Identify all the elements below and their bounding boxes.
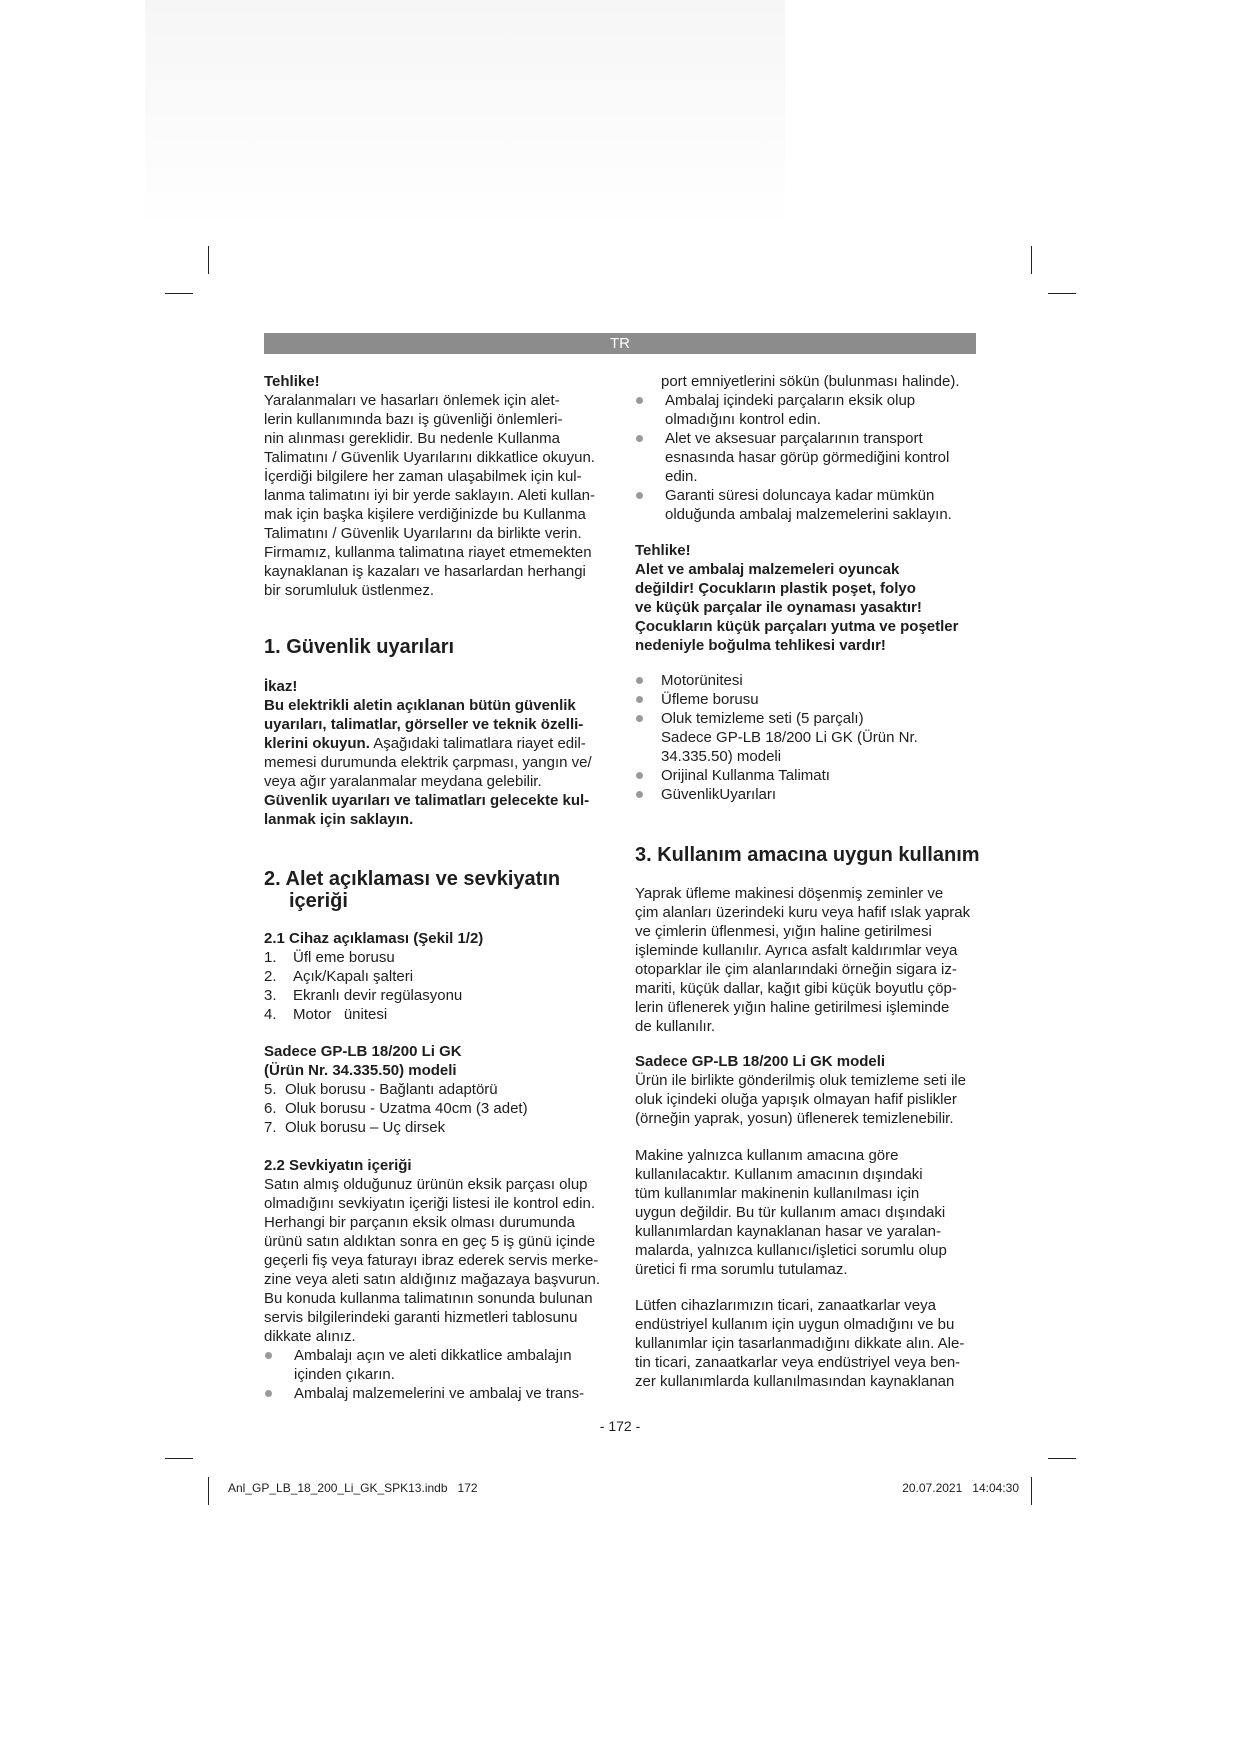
bullet-item (635, 671, 980, 690)
text-line: uyarıları, talimatlar, görseller ve teknik özelli- (264, 716, 584, 733)
text-line: lerin üflenerek yığın haline getirilmesi işleminde (635, 999, 950, 1016)
crop-mark-top-left-vertical (208, 246, 209, 274)
safety-intro (264, 372, 609, 600)
text-line: memesi durumunda elektrik çarpması, yangın ve/ (264, 754, 592, 771)
list-item (264, 948, 609, 967)
subsection-heading: 2.1 Cihaz açıklaması (Şekil 1/2) (264, 930, 484, 947)
model-specific-parts (264, 1042, 609, 1137)
crop-mark-bottom-left-horizontal (165, 1458, 193, 1459)
text-line: üretici fi rma sorumlu tutulamaz. (635, 1261, 848, 1278)
text-line: lanma talimatını iyi bir yerde saklayın. Aleti kullan- (264, 487, 595, 504)
bold-text: klerini okuyun. (264, 735, 370, 752)
delivery-contents (264, 1156, 609, 1403)
text-line: lerin kullanımında bazı iş güvenliği önlemleri- (264, 411, 563, 428)
file-name: Anl_GP_LB_18_200_Li_GK_SPK13.indb (228, 1481, 448, 1495)
text-line: olmadığını kontrol edin. (665, 411, 821, 428)
text-line: uygun değildir. Bu tür kullanım amacı dışındaki (635, 1204, 946, 1221)
crop-mark-top-right-vertical (1031, 246, 1032, 274)
page-number: - 172 - (599, 1418, 641, 1434)
text-line: de kullanılır. (635, 1018, 716, 1035)
text-line: geçerli fiş veya faturayı ibraz ederek servis merke- (264, 1252, 599, 1269)
section-2-heading (264, 868, 609, 912)
item-number: 2. (264, 968, 277, 985)
text-line: Talimatını / Güvenlik Uyarılarını dikkatlice okuyun. (264, 449, 595, 466)
device-description (264, 929, 609, 1024)
item-number: 6. (264, 1100, 277, 1117)
text-line: lanmak için saklayın. (264, 811, 414, 828)
bullet-item (635, 429, 980, 486)
text-line: Lütfen cihazlarımızın ticari, zanaatkarlar veya (635, 1297, 936, 1314)
text-line: Sadece GP-LB 18/200 Li GK (Ürün Nr. (661, 729, 918, 746)
caution-label: İkaz! (264, 678, 298, 695)
text-line: Oluk temizleme seti (5 parçalı) (661, 710, 864, 727)
text-line: kullanılacaktır. Kullanım amacının dışındaki (635, 1166, 923, 1183)
text-line: ürünü satın aldıktan sonra en geç 5 iş günü içinde (264, 1233, 596, 1250)
model-use-paragraph (635, 1052, 980, 1128)
text-line: esnasında hasar görüp görmediğini kontrol (665, 449, 950, 466)
print-time: 14:04:30 (972, 1481, 1019, 1495)
bullet-item (635, 766, 980, 785)
text-line: Alet ve aksesuar parçalarının transport (665, 430, 923, 447)
item-text: Oluk borusu - Uzatma 40cm (3 adet) (285, 1100, 528, 1117)
text-line: malarda, yalnızca kullanıcı/işletici sorumlu olup (635, 1242, 947, 1259)
file-page: 172 (457, 1481, 478, 1495)
intended-use-paragraph (635, 884, 980, 1036)
text-line: Makine yalnızca kullanım amacına göre (635, 1147, 899, 1164)
text-line: Yaprak üfleme makinesi döşenmiş zeminler ve (635, 885, 944, 902)
text-line: mariti, küçük dallar, kağıt gibi küçük boyutlu çöp- (635, 980, 957, 997)
heading-text: 1. Güvenlik uyarıları (264, 636, 455, 658)
list-item (264, 1099, 609, 1118)
print-date: 20.07.2021 (902, 1481, 963, 1495)
heading-text: içeriği (289, 890, 348, 912)
bullet-item (635, 690, 980, 709)
text-line: 34.335.50) modeli (661, 748, 782, 765)
bullet-item (264, 1346, 609, 1384)
text-line: Çocukların küçük parçaları yutma ve poşetler (635, 618, 959, 635)
text-line: Bu elektrikli aletin açıklanan bütün güvenlik (264, 697, 576, 714)
commercial-use-paragraph (635, 1296, 980, 1391)
item-text: Oluk borusu – Uç dirsek (285, 1119, 446, 1136)
text-line: Ambalajı açın ve aleti dikkatlice ambalajın (294, 1347, 572, 1364)
text-line: Yaralanmaları ve hasarları önlemek için alet- (264, 392, 560, 409)
bullet-item (635, 785, 980, 804)
text-line: içinden çıkarın. (294, 1366, 395, 1383)
section-3-heading (635, 844, 980, 866)
packaging-danger-warning (635, 541, 980, 655)
list-item (264, 986, 609, 1005)
text-line: endüstriyel kullanım için uygun olmadığını ve bu (635, 1316, 955, 1333)
text-line: kullanımlar için tasarlanmadığını dikkate alın. Ale- (635, 1335, 965, 1352)
item-number: 7. (264, 1119, 277, 1136)
model-heading: Sadece GP-LB 18/200 Li GK modeli (635, 1053, 886, 1070)
model-heading: (Ürün Nr. 34.335.50) modeli (264, 1062, 457, 1079)
text-line: port emniyetlerini sökün (bulunması halinde). (661, 373, 960, 390)
misuse-paragraph (635, 1146, 980, 1279)
text-line: edin. (665, 468, 698, 485)
text-line: tüm kullanımlar makinenin kullanılması için (635, 1185, 920, 1202)
text-line: işleminde kullanılır. Ayrıca asfalt kaldırımlar veya (635, 942, 958, 959)
list-item (264, 1080, 609, 1099)
text-line: çim alanları üzerindeki kuru veya hafif ıslak yaprak (635, 904, 971, 921)
text-line: Talimatını / Güvenlik Uyarılarını da birlikte verin. (264, 525, 582, 542)
danger-label: Tehlike! (264, 373, 320, 390)
text-line: değildir! Çocukların plastik poşet, folyo (635, 580, 916, 597)
heading-text: 2. Alet açıklaması ve sevkiyatın (264, 868, 561, 890)
text-line: ve çimlerin üflenmesi, yığın haline getirilmesi (635, 923, 932, 940)
language-code: TR (610, 335, 630, 352)
text-line: tin ticari, zanaatkarlar veya endüstriyel veya ben- (635, 1354, 961, 1371)
text-line: olmadığını sevkiyatın içeriği listesi ile kontrol edin. (264, 1195, 595, 1212)
text-line: Bu konuda kullanma talimatının sonunda bulunan (264, 1290, 593, 1307)
language-header-bar (264, 333, 976, 354)
delivery-items-list (635, 671, 980, 804)
item-number: 5. (264, 1081, 277, 1098)
text-line: bir sorumluluk üstlenmez. (264, 582, 435, 599)
text-line: kullanımlardan kaynaklanan hasar ve yaralan- (635, 1223, 942, 1240)
crop-mark-bottom-left-vertical (208, 1477, 209, 1505)
item-text: Motor ünitesi (293, 1006, 388, 1023)
text-line: Orijinal Kullanma Talimatı (661, 767, 830, 784)
print-file-info (228, 1480, 478, 1496)
text-line: Ambalaj içindeki parçaların eksik olup (665, 392, 916, 409)
text-line: zine veya aleti satın aldığınız mağazaya başvurun. (264, 1271, 601, 1288)
item-text: Üfl eme borusu (293, 949, 395, 966)
list-item (264, 1005, 609, 1024)
list-item (264, 967, 609, 986)
crop-mark-top-right-horizontal (1048, 293, 1076, 294)
crop-mark-bottom-right-horizontal (1048, 1458, 1076, 1459)
section-1-warning (264, 677, 609, 829)
text-line: Satın almış olduğunuz ürünün eksik parçası olup (264, 1176, 588, 1193)
text-line: servis bilgilerindeki garanti hizmetleri tablosunu (264, 1309, 578, 1326)
text-line: oluk içindeki oluğa yapışık olmayan hafif pislikler (635, 1091, 957, 1108)
model-heading: Sadece GP-LB 18/200 Li GK (264, 1043, 462, 1060)
text-line: nedeniyle boğulma tehlikesi vardır! (635, 637, 886, 654)
bullet-item (635, 709, 980, 766)
text-line: ve küçük parçalar ile oynaması yasaktır! (635, 599, 922, 616)
crop-mark-bottom-right-vertical (1031, 1477, 1032, 1505)
text-line: Firmamız, kullanma talimatına riayet etmemekten (264, 544, 592, 561)
regular-text: Aşağıdaki talimatlara riayet edil- (369, 735, 586, 752)
scan-shading (145, 0, 785, 232)
text-line: otoparklar ile çim alanlarındaki örneğin sigara iz- (635, 961, 957, 978)
text-line: dikkate alınız. (264, 1328, 356, 1345)
bullet-item (635, 391, 980, 429)
list-item (264, 1118, 609, 1137)
text-line: GüvenlikUyarıları (661, 786, 777, 803)
text-line: (örneğin yaprak, yosun) üflenerek temizlenebilir. (635, 1110, 954, 1127)
unpacking-steps (635, 372, 980, 524)
text-line: İçerdiği bilgilere her zaman ulaşabilmek için kul- (264, 468, 582, 485)
danger-label: Tehlike! (635, 542, 691, 559)
text-line: Herhangi bir parçanın eksik olması durumunda (264, 1214, 575, 1231)
text-line: Ambalaj malzemelerini ve ambalaj ve trans- (294, 1385, 585, 1402)
text-line: veya ağır yaralanmalar meydana gelebilir. (264, 773, 542, 790)
bullet-item (635, 486, 980, 524)
text-line: nin alınması gereklidir. Bu nedenle Kullanma (264, 430, 561, 447)
item-text: Ekranlı devir regülasyonu (293, 987, 463, 1004)
text-line (264, 734, 609, 753)
section-1-heading (264, 636, 609, 658)
text-line: Motorünitesi (661, 672, 743, 689)
item-text: Oluk borusu - Bağlantı adaptörü (285, 1081, 498, 1098)
text-line: kaynaklanan iş kazaları ve hasarlardan herhangi (264, 563, 586, 580)
text-line: Güvenlik uyarıları ve talimatları gelecekte kul- (264, 792, 590, 809)
text-line: olduğunda ambalaj malzemelerini saklayın. (665, 506, 952, 523)
subsection-heading: 2.2 Sevkiyatın içeriği (264, 1157, 412, 1174)
text-line: Alet ve ambalaj malzemeleri oyuncak (635, 561, 900, 578)
text-line: zer kullanımlarda kullanılmasından kaynaklanan (635, 1373, 955, 1390)
heading-text: 3. Kullanım amacına uygun kullanım (635, 844, 980, 866)
crop-mark-top-left-horizontal (165, 293, 193, 294)
item-text: Açık/Kapalı şalteri (293, 968, 414, 985)
item-number: 4. (264, 1006, 277, 1023)
bullet-item (264, 1384, 609, 1403)
print-timestamp (902, 1480, 1019, 1496)
text-line: Garanti süresi doluncaya kadar mümkün (665, 487, 935, 504)
text-line: mak için başka kişilere verdiğinizde bu Kullanma (264, 506, 586, 523)
text-line: Üfleme borusu (661, 691, 759, 708)
text-line: Ürün ile birlikte gönderilmiş oluk temizleme seti ile (635, 1072, 966, 1089)
item-number: 3. (264, 987, 277, 1004)
item-number: 1. (264, 949, 277, 966)
